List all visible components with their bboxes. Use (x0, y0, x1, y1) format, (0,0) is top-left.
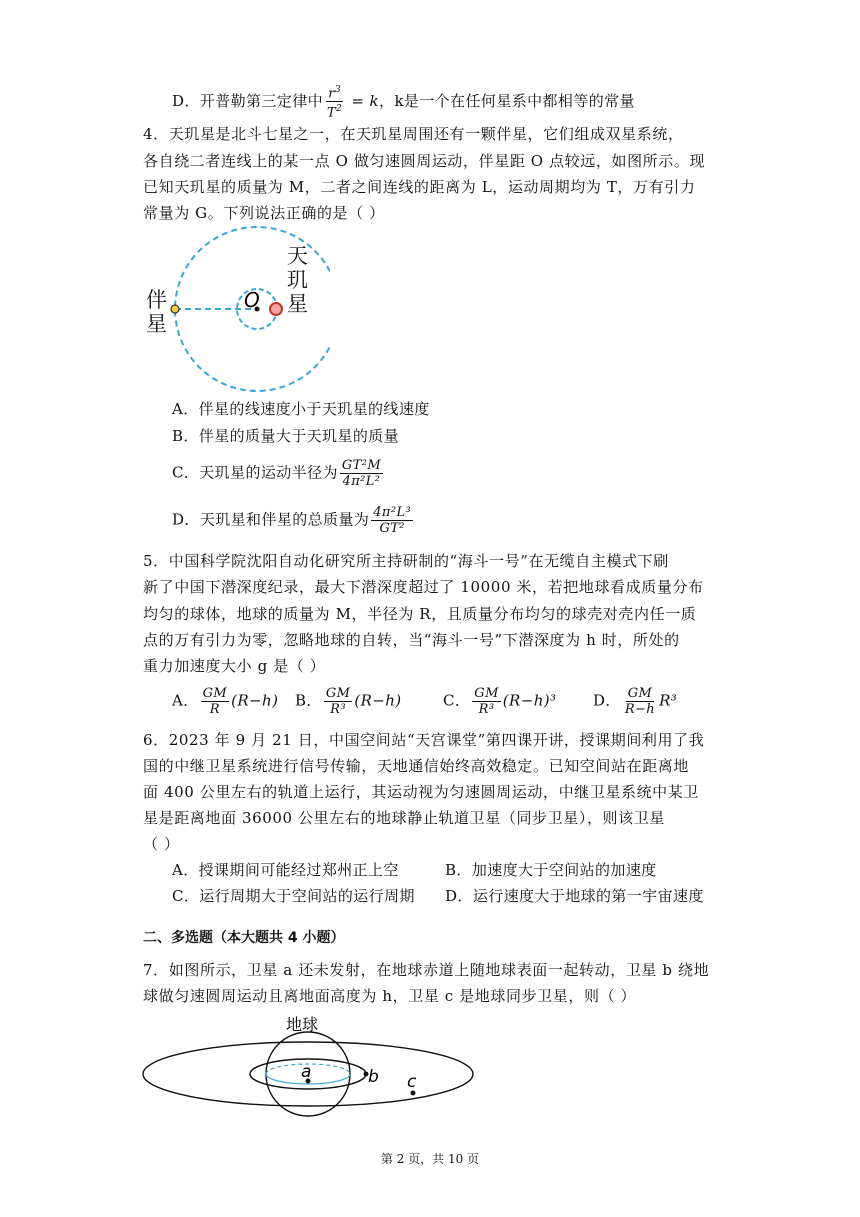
q6-stem-line-3: 面 400 公里左右的轨道上运行，其运动视为匀速圆周运动，中继卫星系统中某卫 (143, 783, 699, 801)
earth-label: 地球 (286, 1015, 319, 1034)
q5-option-d-fraction: $\frac{GM}{R-h}$ (624, 686, 656, 717)
tianji-star-label: 天玑星 (287, 244, 308, 316)
q6-stem-line-1: 6．2023 年 9 月 21 日，中国空间站“天宫课堂”第四课开讲，授课期间利用了我 (143, 731, 705, 749)
q3-option-d-suffix: ，k是一个在任何星系中都相等的常量 (379, 91, 635, 110)
q6-option-a: A．授课期间可能经过郑州正上空 (172, 861, 399, 879)
q4-option-b: B．伴星的质量大于天玑星的质量 (172, 427, 400, 445)
q7-stem-line-2: 球做匀速圆周运动且离地面高度为 h，卫星 c 是地球同步卫星，则（ ） (143, 987, 637, 1005)
q5-option-a (172, 686, 278, 717)
q5-option-d (593, 686, 677, 717)
q5-option-c (443, 686, 556, 717)
q3-option-d: D．开普勒第三定律中 $\frac{r^3}{T^2}$ = k，k是一个在任何星系中都相等的常量 (172, 85, 635, 121)
q5-stem-line-1: 5．中国科学院沈阳自动化研究所主持研制的“海斗一号”在无缆自主模式下刷 (143, 552, 669, 570)
q4-stem-line-4: 常量为 G。下列说法正确的是（ ） (143, 204, 385, 222)
q5-option-d-tail: R³ (659, 691, 678, 710)
q5-option-b-label: B． (295, 691, 322, 710)
q5-option-c-fraction: $\frac{GM}{\text{R³}}$ (474, 686, 499, 717)
q6-stem-line-4: 星是距离地面 36000 公里左右的地球静止轨道卫星（同步卫星），则该卫星 (143, 809, 665, 827)
q6-stem-line-5: （ ） (143, 835, 180, 853)
q4-stem-line-2: 各自绕二者连线上的某一点 O 做匀速圆周运动，伴星距 O 点较远，如图所示。现 (143, 152, 706, 170)
q4-option-d-fraction: $\frac{\text{4π²L³}}{\text{GT²}}$ (373, 505, 412, 536)
companion-star-label: 伴星 (146, 288, 167, 336)
q3-kepler-formula: $\frac{r^3}{T^2}$ (327, 85, 343, 121)
q5-option-c-tail: (R−h)³ (502, 691, 557, 710)
q4-option-c (172, 458, 385, 489)
q6-option-c: C．运行周期大于空间站的运行周期 (172, 887, 415, 905)
q4-option-c-fraction: $\frac{\text{GT²M}}{\text{4π²L²}}$ (341, 458, 382, 489)
q4-stem-line-1: 4．天玑星是北斗七星之一，在天玑星周围还有一颗伴星，它们组成双星系统， (143, 125, 684, 143)
q4-stem-line-3: 已知天玑星的质量为 M，二者之间连线的距离为 L，运动周期均为 T，万有引力 (143, 178, 696, 196)
q5-option-b-tail: (R−h) (354, 691, 402, 710)
q7-stem-line-1: 7．如图所示，卫星 a 还未发射，在地球赤道上随地球表面一起转动，卫星 b 绕地 (143, 961, 710, 979)
q5-stem-line-3: 均匀的球体，地球的质量为 M，半径为 R，且质量分布均匀的球壳对壳内任一质 (143, 605, 697, 623)
q4-option-d-text: D．天玑星和伴星的总质量为 (172, 510, 370, 529)
q6-option-d: D．运行速度大于地球的第一宇宙速度 (445, 887, 704, 905)
q5-option-d-label: D． (593, 691, 621, 710)
q5-option-a-label: A． (172, 691, 199, 710)
q4-option-d (172, 505, 415, 536)
satellite-c-label: c (407, 1072, 417, 1092)
section-heading-multiple-choice: 二、多选题（本大题共 4 小题） (143, 930, 345, 946)
q3-option-d-prefix: D．开普勒第三定律中 (172, 91, 324, 110)
companion-star-dot (171, 305, 179, 313)
tianji-star-dot (270, 303, 282, 315)
q5-stem-line-5: 重力加速度大小 g 是（ ） (143, 657, 326, 675)
o-label: O (244, 288, 260, 312)
satellite-orbit-figure (140, 1010, 490, 1130)
q4-option-c-text: C．天玑星的运动半径为 (172, 463, 338, 482)
q5-option-b (295, 686, 402, 717)
satellite-b-label: b (368, 1067, 379, 1087)
q6-stem-line-2: 国的中继卫星系统进行信号传输，天地通信始终高效稳定。已知空间站在距离地 (143, 757, 690, 775)
q5-stem-line-4: 点的万有引力为零，忽略地球的自转，当“海斗一号”下潜深度为 h 时，所处的 (143, 631, 680, 649)
satellite-a-label: a (301, 1062, 312, 1082)
q6-option-b: B．加速度大于空间站的加速度 (445, 861, 657, 879)
q5-option-a-fraction: $\frac{GM}{R}$ (202, 686, 228, 717)
q5-option-c-label: C． (443, 691, 471, 710)
page-footer: 第 2 页，共 10 页 (380, 1152, 480, 1166)
q4-option-a: A．伴星的线速度小于天玑星的线速度 (172, 400, 430, 418)
q5-option-b-fraction: $\frac{GM}{\text{R³}}$ (325, 686, 351, 717)
q5-stem-line-2: 新了中国下潜深度纪录，最大下潜深度超过了 10000 米，若把地球看成质量分布 (143, 578, 704, 596)
q5-option-a-tail: (R−h) (231, 691, 279, 710)
